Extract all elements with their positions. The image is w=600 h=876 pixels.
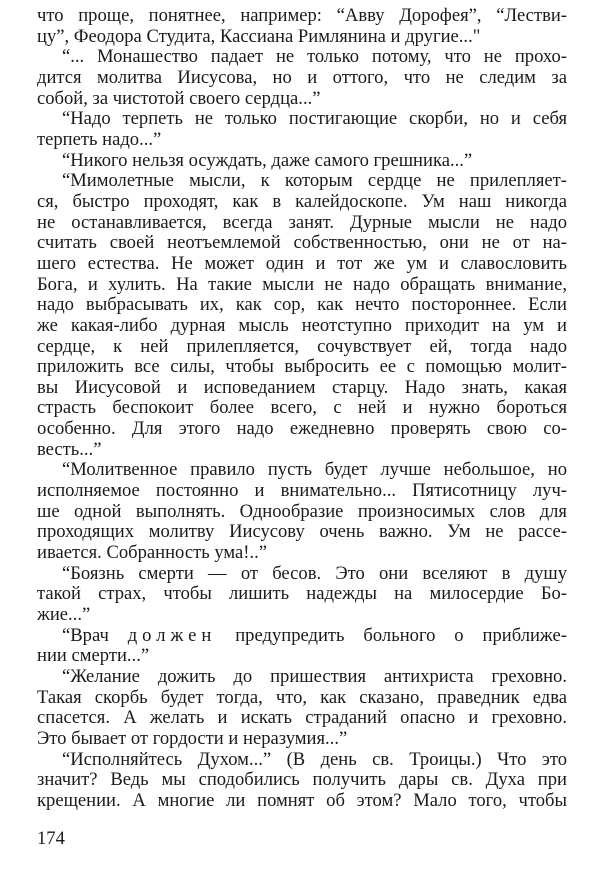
page-number: 174 [37,828,65,849]
text-line: надо выбрасывать их, как сор, как нечто постороннее. Если [37,295,567,316]
text-line: Такая скорбь будет тогда, что, как сказано, праведник едва [37,687,567,708]
text-line: крещении. А многие ли помнят об этом? Мало того, чтобы [37,790,567,811]
text-line: дится молитва Иисусова, но и оттого, что не следим за [37,67,567,88]
text-line: цу”, Феодора Студита, Кассиана Римлянина и другие..." [37,26,481,47]
text-line: проходящих молитву Иисусову очень важно. Ум не рассе- [37,522,567,543]
text-line: вы Иисусовой и исповеданием старцу. Надо знать, какая [37,377,567,398]
text-line: “Надо терпеть не только постигающие скорби, но и себя [62,109,567,130]
text-line: Бога, и хулить. На такие мысли не надо обращать внимание, [37,274,567,295]
text-line: шего естества. Не может один и тот же ум и славословить [37,253,567,274]
text-line: такой страх, чтобы лишить надежды на милосердие Бо- [37,584,567,605]
text-line: не останавливается, всегда занят. Дурные мысли не надо [37,212,567,233]
text-line: спасется. А желать и искать страданий опасно и греховно. [37,708,567,729]
text-line: же какая-либо дурная мысль неотступно приходит на ум и [37,315,567,336]
text-line: жие...” [37,605,91,626]
text-line: значит? Ведь мы сподобились получить дары св. Духа при [37,770,567,791]
text-line: Это бывает от гордости и неразумия...” [37,728,348,749]
text-line: “Боязнь смерти — от бесов. Это они вселяют в душу [62,563,567,584]
text-line: терпеть надо...” [37,129,162,150]
text-line: “... Монашество падает не только потому, что не прохо- [62,47,567,68]
book-page-text [37,6,567,812]
text-line: что проще, понятнее, например: “Авву Дорофея”, “Лестви- [37,6,567,26]
text-line: “Исполняйтесь Духом...” (В день св. Троицы.) Что это [62,749,567,770]
text-line: ше одной выполнять. Однообразие произносимых слов для [37,501,567,522]
text-fragment: “Врач [62,625,109,646]
text-line: ся, быстро проходят, как в калейдоскопе. Ум наш никогда [37,191,567,212]
text-line: считать своей неотъемлемой собственностью, они не от на- [37,233,567,254]
text-line: собой, за чистотой своего сердца...” [37,88,321,109]
text-line: ивается. Собранность ума!..” [37,543,268,564]
text-line: “Мимолетные мысли, к которым сердце не прилепляет- [62,171,567,192]
text-line: исполняемое постоянно и внимательно... Пятисотницу луч- [37,481,567,502]
text-line: особенно. Для этого надо ежедневно проверять свою со- [37,419,567,440]
text-line: страсть беспокоит более всего, с ней и нужно бороться [37,398,567,419]
text-fragment: предупредить больного о приближе- [235,625,567,646]
text-line: сердце, к ней прилепляется, сочувствует ей, тогда надо [37,336,567,357]
text-line: “Желание дожить до пришествия антихриста греховно. [62,667,567,687]
text-line: нии смерти...” [37,646,150,667]
text-line: весть...” [37,439,102,460]
text-line: “Никого нельзя осуждать, даже самого грешника...” [62,150,473,171]
emphasized-word: должен [127,625,217,646]
text-line: “Молитвенное правило пусть будет лучше небольшое, но [62,460,567,481]
text-line [37,626,567,647]
text-line: приложить все силы, чтобы выбросить ее с помощью молит- [37,357,567,378]
